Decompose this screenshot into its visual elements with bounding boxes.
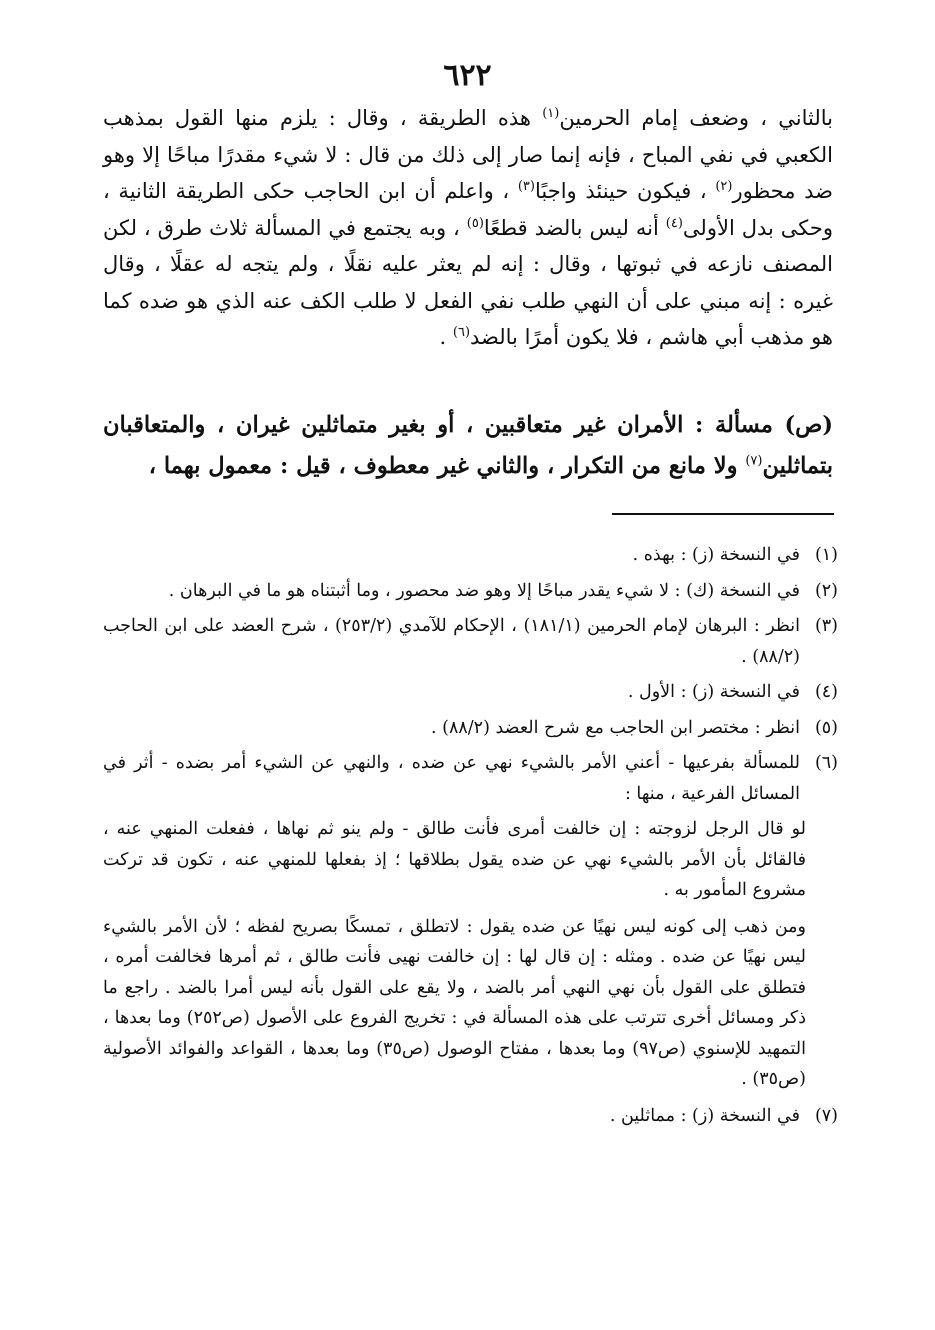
footnote-number: (٧)	[814, 1105, 838, 1126]
footnotes	[103, 540, 838, 1136]
footnote-ref: (١)	[542, 106, 560, 121]
footnote-number: (١)	[814, 545, 838, 565]
footnote-divider	[612, 513, 834, 515]
footnote-item	[103, 576, 838, 607]
page-number: ٦٢٢	[443, 58, 492, 93]
main-text-segment: .	[439, 325, 453, 349]
footnote-text: انظر : البرهان لإمام الحرمين (١٨١/١) ، الإحكام للآمدي (٢٥٣/٢) ، شرح العضد على ابن الحاجب (٨٨/٢) .	[103, 616, 801, 667]
footnote-number: (٦)	[814, 753, 838, 773]
statement-segment: (ص) مسألة : الأمران غير متعاقبين ، أو بغير متماثلين غيران ، والمتعاقبان بتماثلين	[103, 412, 833, 479]
footnote-number: (٤)	[814, 682, 838, 702]
footnote-ref: (٦)	[452, 325, 471, 340]
main-text-segment: أنه ليس بالضد قطعًا	[483, 215, 666, 240]
footnote-paragraph: ومن ذهب إلى كونه ليس نهيًا عن ضده يقول : لاتطلق ، تمسكًا بصريح لفظه ؛ لأن الأمر بالشيء ليس نهيًا عن ضده . ومثله : إن قال لها : إن خالفت نهيى فأنت طالق ، ثم أمرها فخالفت أمره ، فتطلق على القول بأن نهي النهي أمر بالضد ، ولا يقع على القول بأنه ليس أمرا بالضد . راجع ما ذكر ومسائل أخرى تترتب على هذه المسألة في : تخريج الفروع على الأصول (ص٢٥٢) وما بعدها ، التمهيد للإسنوي (ص٩٧) وما بعدها ، مفتاح الوصول (ص٣٥) وما بعدها ، القواعد والفوائد الأصولية (ص٣٥) .	[103, 916, 806, 1089]
footnote-text: للمسألة بفرعيها - أعني الأمر بالشيء نهي عن ضده ، والنهي عن الشيء أمر بضده - أثر في المسائل الفرعية ، منها :	[103, 753, 800, 804]
main-text-segment: بالثاني ، وضعف إمام الحرمين	[559, 106, 833, 130]
footnote-ref: (٧)	[745, 453, 763, 469]
main-text	[103, 100, 833, 356]
footnote-ref: (٤)	[665, 215, 683, 231]
main-text-segment: ، فيكون حينئذ واجبًا	[534, 179, 716, 203]
footnote-ref: (٣)	[517, 179, 535, 194]
footnote-item	[103, 1101, 838, 1132]
footnote-item	[103, 540, 838, 571]
main-text-segment: ، واعلم أن ابن الحاجب حكى الطريقة الثانية ، وحكى بدل الأولى	[103, 179, 834, 240]
footnote-text: في النسخة (ك) : لا شيء يقدر مباحًا إلا وهو ضد محصور ، وما أثبتناه هو ما في البرهان .	[168, 580, 800, 601]
main-text-segment: ، وبه يجتمع في المسألة ثلاث طرق ، لكن المصنف نازعه في ثبوتها ، وقال : إنه لم يعثر عليه نقلًا ، ولم يتجه له عقلًا ، وقال غيره : إنه مبني على أن النهي طلب نفي الفعل لا طلب الكف عنه الذي هو ضده كما هو مذهب أبي هاشم ، فلا يكون أمرًا بالضد	[103, 215, 833, 349]
main-text-segment: هذه الطريقة ، وقال : يلزم منها القول بمذهب الكعبي في نفي المباح ، فإنه إنما صار إلى ذلك من قال : لا شيء مقدرًا مباحًا إلا وهو ضد محظور	[103, 106, 833, 203]
footnote-paragraph: لو قال الرجل لزوجته : إن خالفت أمرى فأنت طالق - ولم ينو ثم نهاها ، ففعلت المنهي عنه ، فالقائل بأن الأمر بالشيء نهي عن ضده يقول بطلاقها ؛ إذ بفعلها للمنهي عنه ، تكون قد تركت مشروع المأمور به .	[103, 819, 806, 900]
footnote-text: انظر : مختصر ابن الحاجب مع شرح العضد (٨٨/٢) .	[431, 717, 800, 738]
footnote-number: (٢)	[814, 580, 838, 601]
footnote-item	[103, 748, 838, 809]
footnote-item	[103, 677, 838, 708]
footnote-item	[103, 611, 838, 672]
footnote-ref: (٢)	[715, 179, 733, 194]
statement-text	[103, 405, 833, 487]
footnote-text: في النسخة (ز) : بهذه .	[632, 545, 800, 565]
footnote-ref: (٥)	[466, 215, 484, 231]
footnote-item	[103, 713, 838, 744]
statement-segment: ولا مانع من التكرار ، والثاني غير معطوف ، قيل : معمول بهما ،	[148, 453, 746, 479]
main-paragraph	[103, 100, 833, 356]
footnote-text: في النسخة (ز) : الأول .	[627, 682, 800, 702]
footnote-number: (٥)	[814, 717, 838, 738]
footnote-number: (٣)	[814, 616, 838, 636]
footnote-text: في النسخة (ز) : مماثلين .	[609, 1105, 800, 1126]
